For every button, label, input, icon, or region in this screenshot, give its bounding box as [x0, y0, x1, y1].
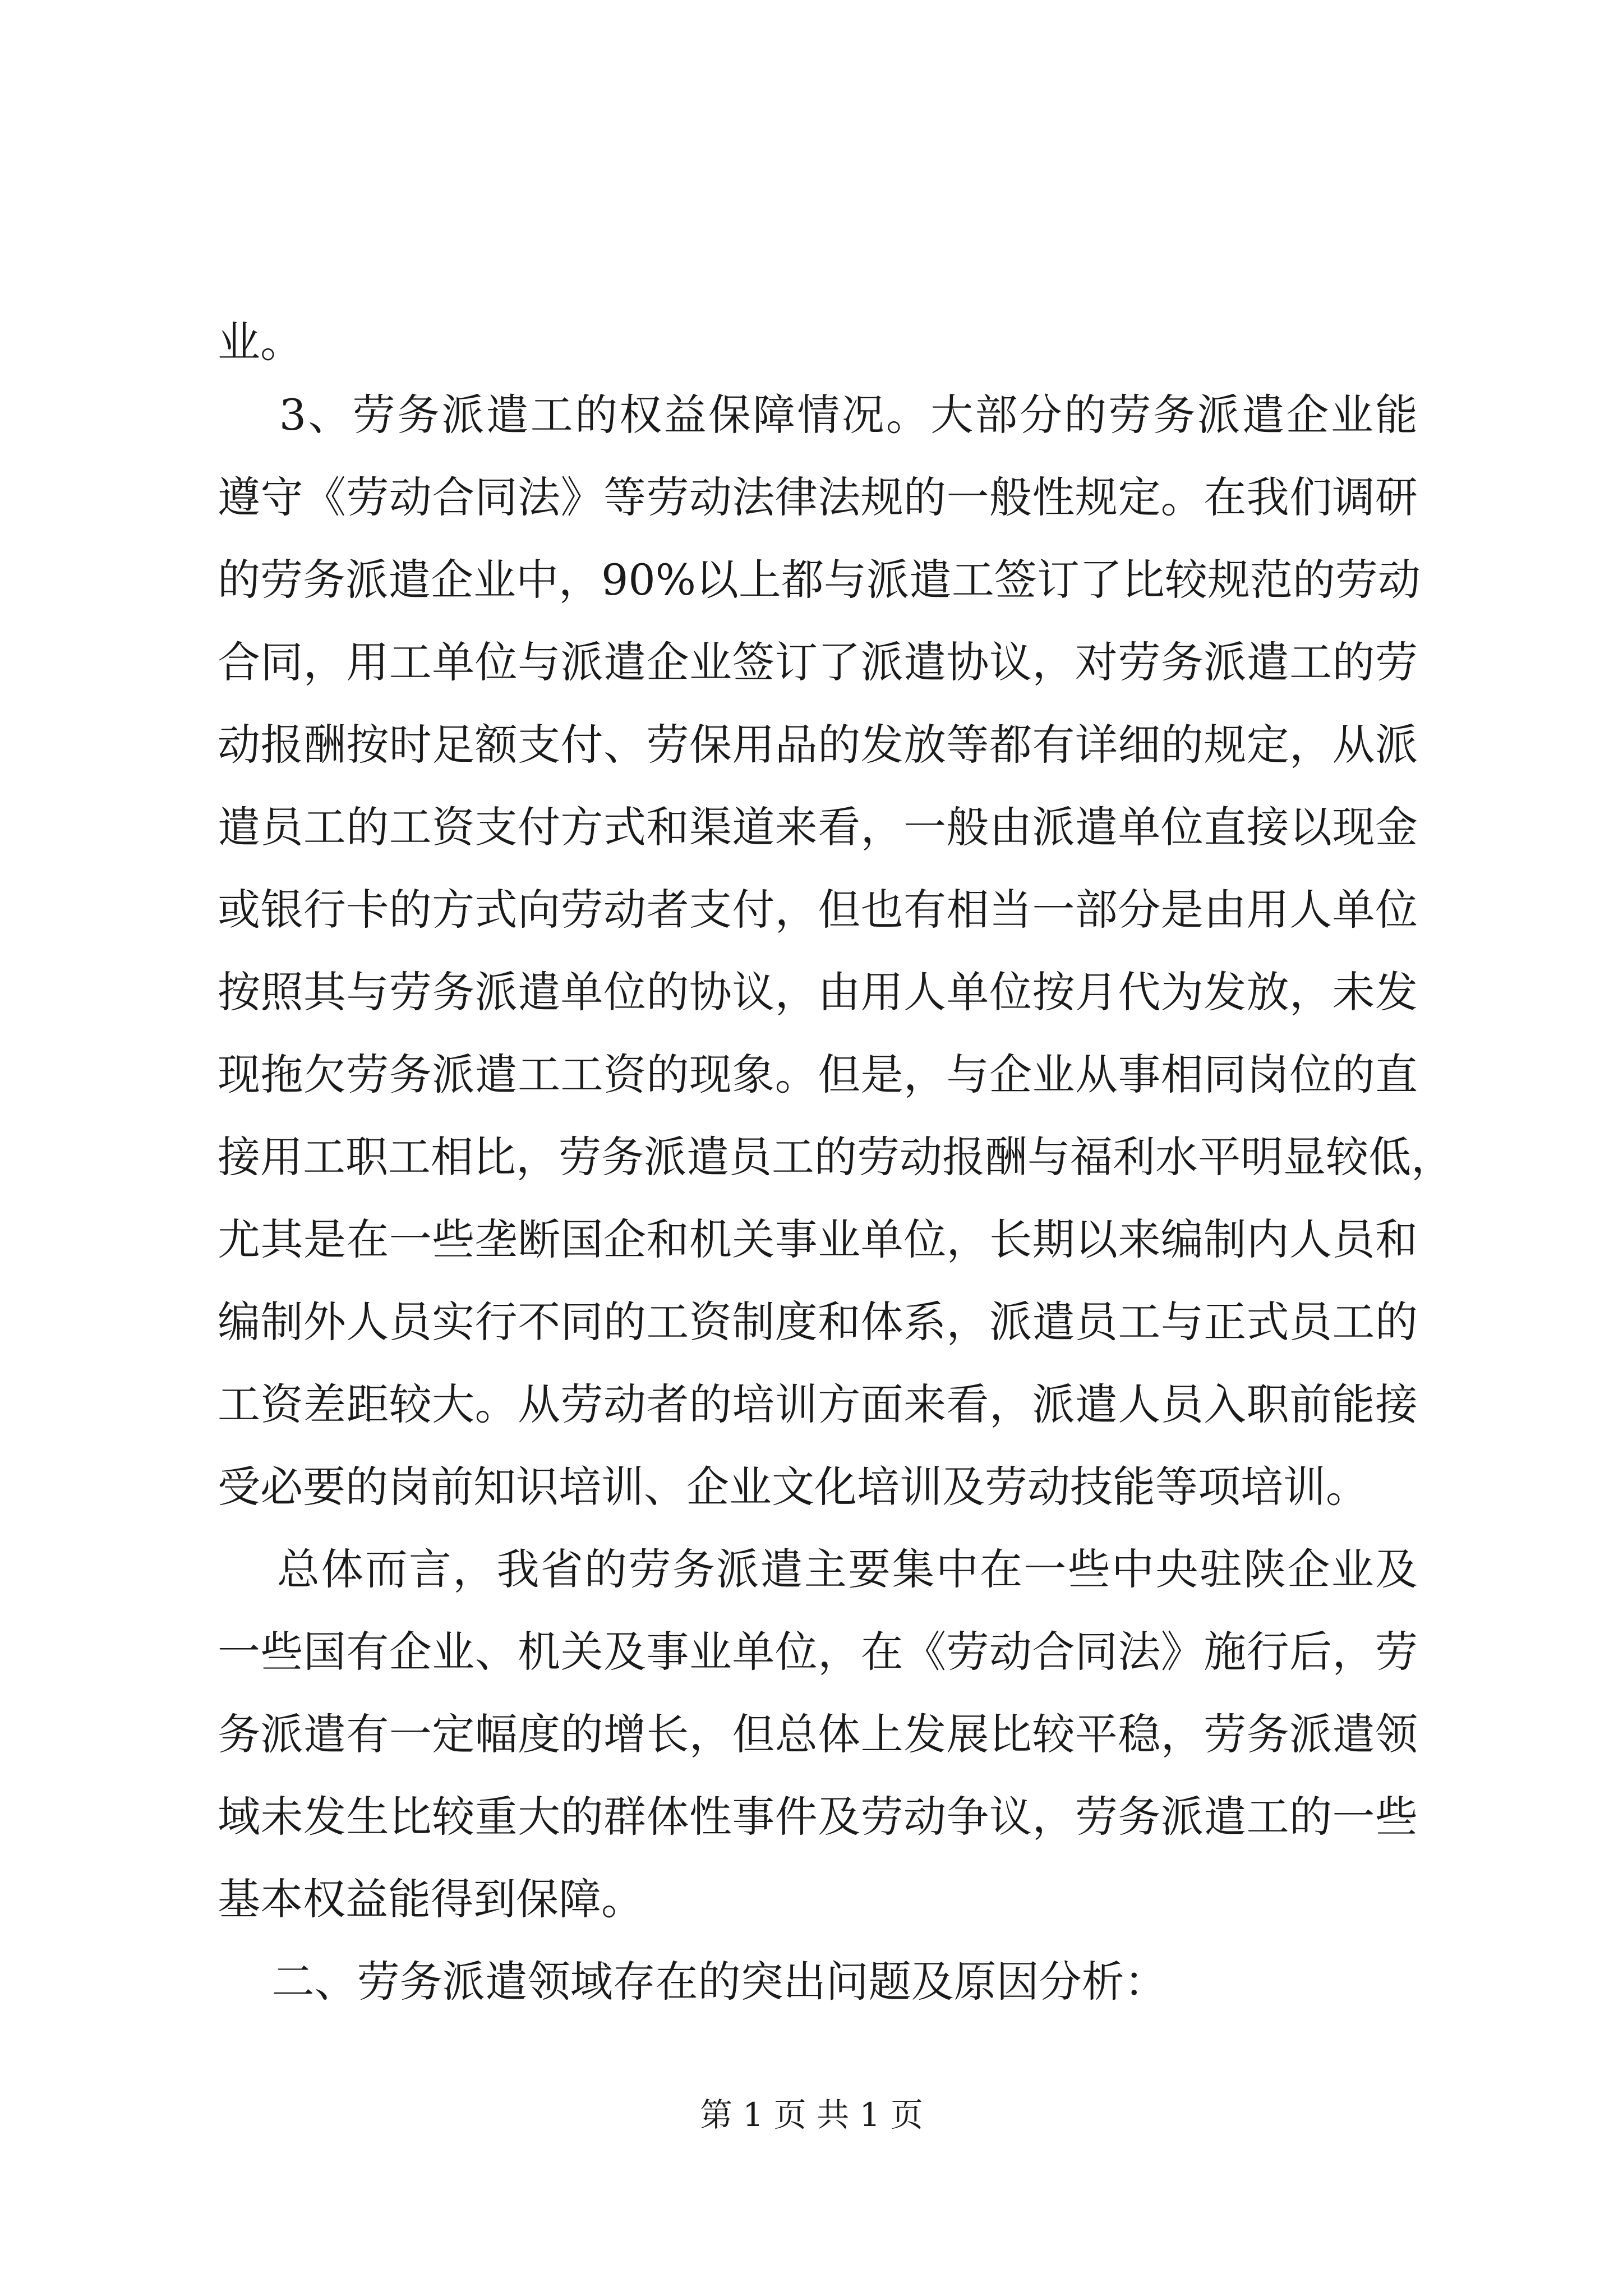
- text-line: 编制外人员实行不同的工资制度和体系，派遣员工与正式员工的: [218, 1297, 1418, 1347]
- text-line: 一些国有企业、机关及事业单位，在《劳动合同法》施行后，劳: [218, 1627, 1418, 1677]
- text-line: 遣员工的工资支付方式和渠道来看，一般由派遣单位直接以现金: [218, 802, 1418, 852]
- text-line: 尤其是在一些垄断国企和机关事业单位，长期以来编制内人员和: [218, 1214, 1418, 1264]
- text-line: 动报酬按时足额支付、劳保用品的发放等都有详细的规定，从派: [218, 720, 1418, 770]
- section-heading: 二、劳务派遣领域存在的突出问题及原因分析：: [218, 1957, 1167, 2007]
- text-line: 合同，用工单位与派遣企业签订了派遣协议，对劳务派遣工的劳: [218, 637, 1418, 687]
- text-line: 的劳务派遣企业中，90%以上都与派遣工签订了比较规范的劳动: [218, 555, 1421, 605]
- text-line: 受必要的岗前知识培训、企业文化培训及劳动技能等项培训。: [218, 1462, 1368, 1512]
- text-line: 现拖欠劳务派遣工工资的现象。但是，与企业从事相同岗位的直: [218, 1050, 1418, 1099]
- page-footer: 第 1 页 共 1 页: [700, 2096, 923, 2134]
- text-line: 遵守《劳动合同法》等劳动法律法规的一般性规定。在我们调研: [218, 472, 1418, 522]
- text-line: 或银行卡的方式向劳动者支付，但也有相当一部分是由用人单位: [218, 885, 1418, 935]
- paragraph-3-start: 3、劳务派遣工的权益保障情况。大部分的劳务派遣企业能: [218, 390, 1418, 440]
- text-line: 基本权益能得到保障。: [218, 1874, 644, 1924]
- text-line: 工资差距较大。从劳动者的培训方面来看，派遣人员入职前能接: [218, 1379, 1418, 1429]
- paragraph-summary-start: 总体而言，我省的劳务派遣主要集中在一些中央驻陕企业及: [218, 1544, 1418, 1594]
- text-line: 接用工职工相比，劳务派遣员工的劳动报酬与福利水平明显较低，: [218, 1132, 1454, 1182]
- text-line: 业。: [218, 317, 303, 367]
- text-line: 按照其与劳务派遣单位的协议，由用人单位按月代为发放，未发: [218, 967, 1418, 1017]
- text-line: 务派遣有一定幅度的增长，但总体上发展比较平稳，劳务派遣领: [218, 1709, 1418, 1759]
- text-line: 域未发生比较重大的群体性事件及劳动争议，劳务派遣工的一些: [218, 1792, 1418, 1842]
